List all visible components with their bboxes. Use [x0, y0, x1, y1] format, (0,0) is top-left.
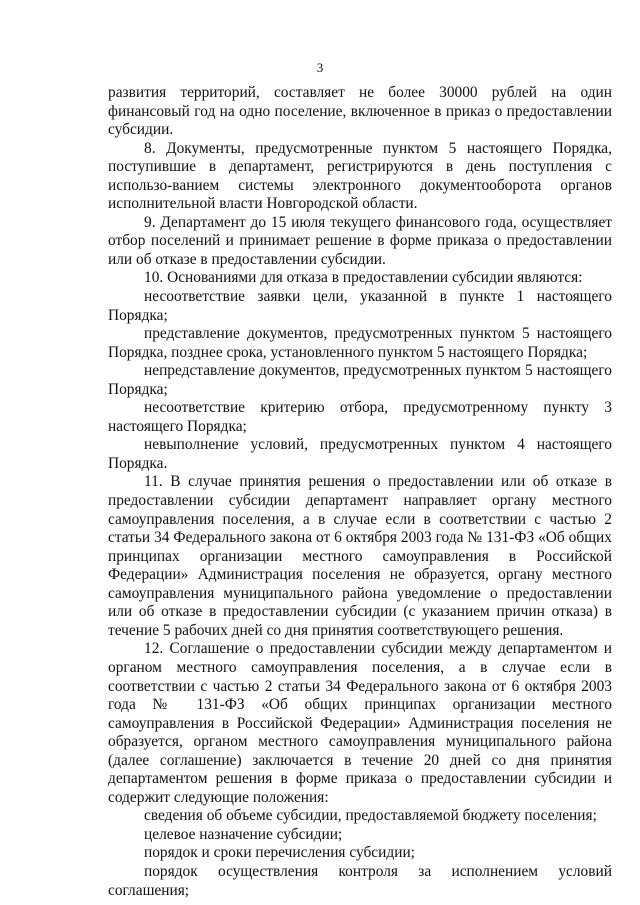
refusal-reason-5: невыполнение условий, предусмотренных пунктом 4 настоящего Порядка. — [108, 436, 612, 472]
paragraph-item-11: 11. В случае принятия решения о предоставлении или об отказе в предоставлении субсидии департамент направляет органу местного самоуправления поселения, а в случае если в соответствии с частью 2 статьи 34 Федерального закона от 6 октября 2003 года № 131-ФЗ «Об общих принципах организации местного самоуправления в Российской Федерации» Администрация поселения не образуется, органу местного самоуправления муниципального района уведомление о предоставлении или об отказе в предоставлении субсидии (с указанием причин отказа) в течение 5 рабочих дней со дня принятия соответствующего решения. — [108, 473, 612, 639]
paragraph-continuation: развития территорий, составляет не более 30000 рублей на один финансовый год на одно поселение, включенное в приказ о предоставлении субсидии. — [108, 84, 612, 139]
refusal-reason-4: несоответствие критерию отбора, предусмотренному пункту 3 настоящего Порядка; — [108, 399, 612, 435]
paragraph-item-10: 10. Основаниями для отказа в предоставлении субсидии являются: — [144, 269, 583, 287]
refusal-reason-3: непредставление документов, предусмотренных пунктом 5 настоящего Порядка; — [108, 362, 612, 398]
agreement-provision-3: порядок и сроки перечисления субсидии; — [144, 844, 415, 862]
page-number: 3 — [316, 60, 324, 75]
agreement-provision-2: целевое назначение субсидии; — [144, 825, 343, 843]
refusal-reason-2: представление документов, предусмотренных пунктом 5 настоящего Порядка, позднее срока, установленного пунктом 5 настоящего Порядка; — [108, 325, 612, 361]
agreement-provision-4: порядок осуществления контроля за исполнением условий соглашения; — [108, 862, 612, 899]
paragraph-item-8: 8. Документы, предусмотренные пунктом 5 настоящего Порядка, поступившие в департамент, регистрируются в день поступления с использо-ванием системы электронного документооборота органов исполнительной власти Новгородской области. — [108, 139, 612, 213]
agreement-provision-1: сведения об объеме субсидии, предоставляемой бюджету поселения; — [144, 807, 597, 825]
refusal-reason-1: несоответствие заявки цели, указанной в пункте 1 настоящего Порядка; — [108, 288, 612, 324]
paragraph-item-12: 12. Соглашение о предоставлении субсидии между департаментом и органом местного самоуправления поселения, а в случае если в соответствии с частью 2 статьи 34 Федерального закона от 6 октября 2003 года № 131-ФЗ «Об общих принципах организации местного самоуправления в Российской Федерации» Администрация поселения не образуется, органом местного самоуправления муниципального района (далее соглашение) заключается в течение 20 дней со дня принятия департаментом решения в форме приказа о предоставлении субсидии и содержит следующие положения: — [108, 640, 612, 806]
document-body — [108, 84, 612, 900]
paragraph-item-9: 9. Департамент до 15 июля текущего финансового года, осуществляет отбор поселений и принимает решение в форме приказа о предоставлении или об отказе в предоставлении субсидии. — [108, 213, 612, 268]
